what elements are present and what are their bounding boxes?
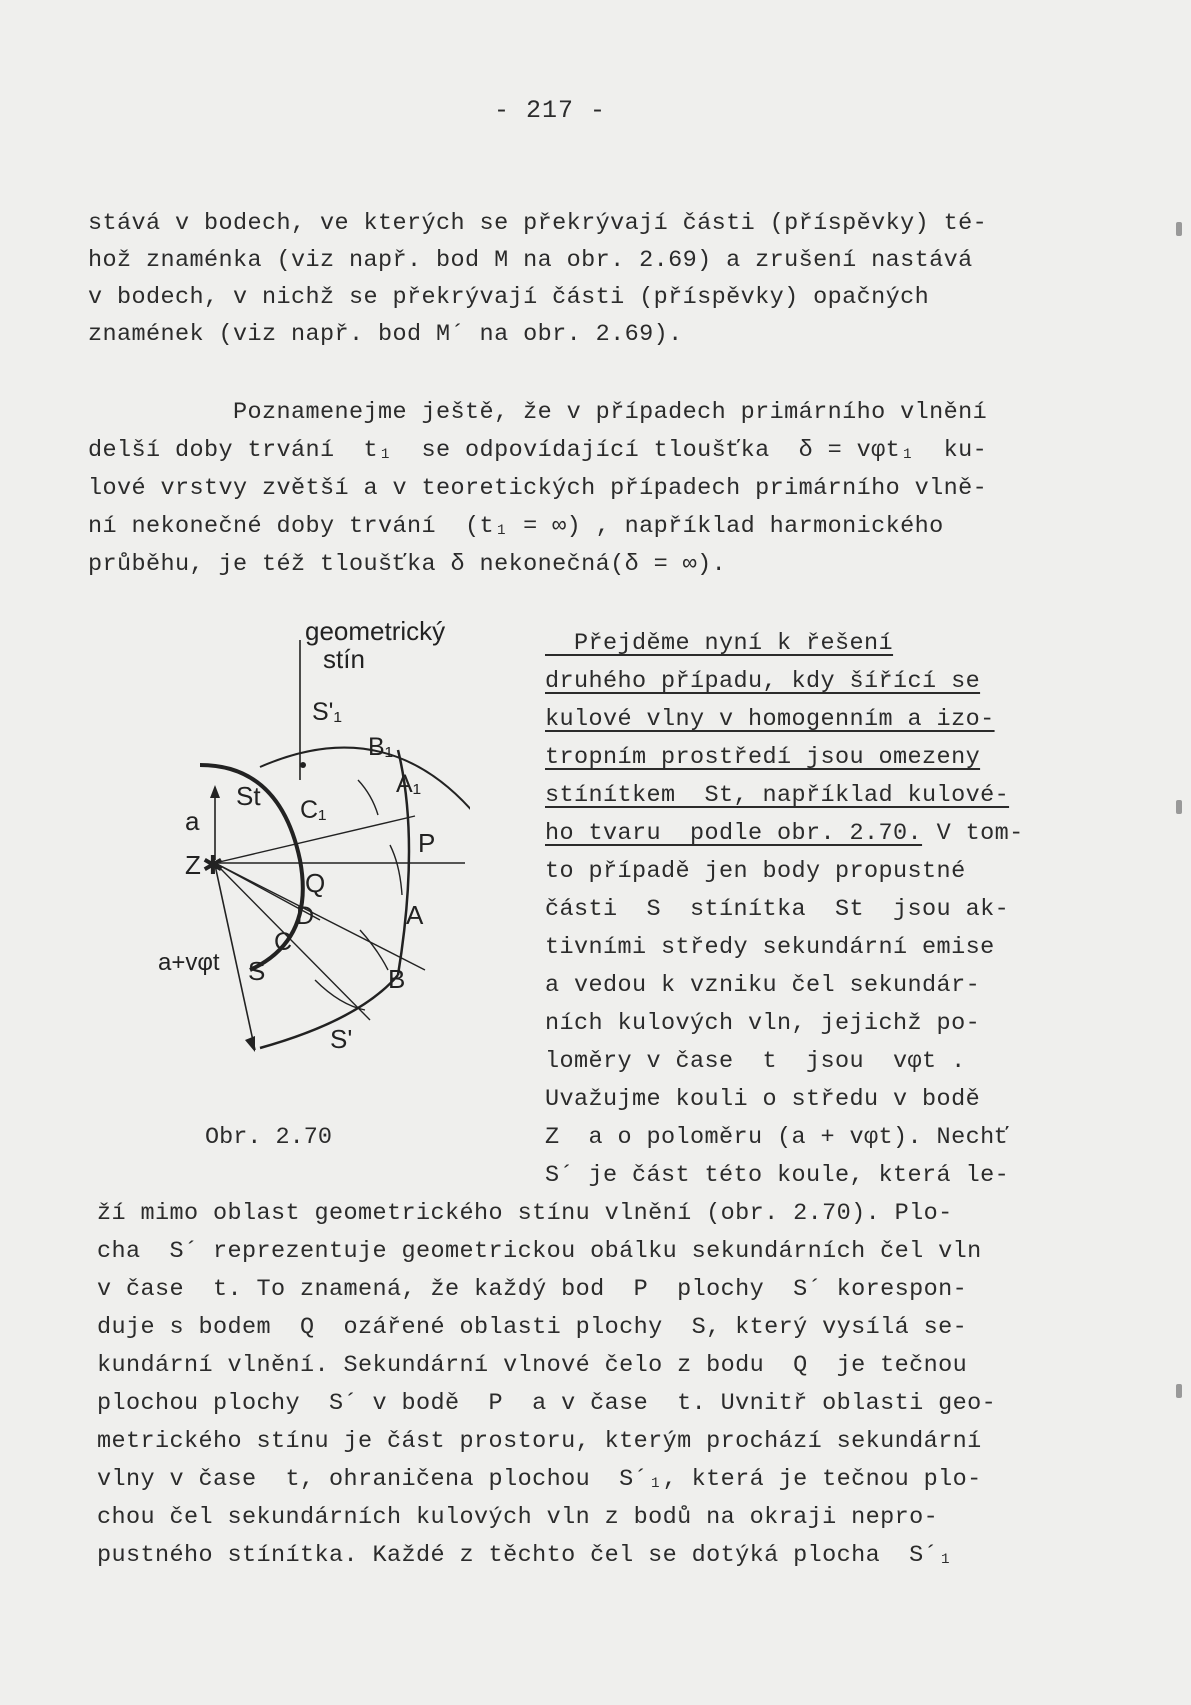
text-line: chou čel sekundárních kulových vln z bodů na okraji nepro-	[97, 1504, 939, 1531]
point-s1	[300, 762, 306, 768]
text-line	[545, 820, 1024, 848]
label-d: D	[296, 902, 315, 930]
arrow-a	[210, 785, 220, 798]
text-line: ní nekonečné doby trvání (t₁ = ∞) , například harmonického	[88, 513, 944, 540]
label-st: St	[236, 781, 261, 811]
label-a1: A₁	[396, 770, 422, 798]
label-a-plus-vt: a+vφt	[158, 949, 220, 976]
figure-2-70	[140, 620, 470, 1080]
text-line: a vedou k vzniku čel sekundár-	[545, 972, 981, 999]
text-line: delší doby trvání t₁ se odpovídající tloušťka δ = vφt₁ ku-	[88, 437, 988, 464]
arc-upper-s1	[260, 748, 470, 820]
label-a: a	[185, 806, 200, 836]
label-z: Z	[185, 850, 201, 880]
text-line: duje s bodem Q ozářené oblasti plochy S, který vysílá se-	[97, 1314, 968, 1341]
text-line: tivními středy sekundární emise	[545, 934, 995, 961]
label-s-prime: S'	[330, 1024, 353, 1054]
label-q: Q	[305, 868, 326, 898]
label-s: S	[248, 956, 266, 986]
point-z-star: ✱	[202, 850, 224, 880]
text-line: v čase t. To znamená, že každý bod P plochy S´ korespon-	[97, 1276, 968, 1303]
tangent-arc	[315, 980, 365, 1010]
text-line: znamének (viz např. bod M´ na obr. 2.69).	[88, 321, 683, 348]
text-line: stává v bodech, ve kterých se překrývají části (příspěvky) té-	[88, 210, 988, 237]
label-geometricky: geometrický	[305, 620, 446, 646]
ray	[215, 863, 370, 1020]
tangent-arc	[358, 780, 378, 815]
page-edge-mark	[1176, 800, 1182, 814]
text-line: ních kulových vln, jejichž po-	[545, 1010, 981, 1037]
text-line: Z a o poloměru (a + vφt). Nechť	[545, 1124, 1010, 1151]
text-line: S´ je část této koule, která le-	[545, 1162, 1010, 1189]
text-line: kulové vlny v homogenním a izo-	[545, 706, 995, 733]
text-line: hož znaménka (viz např. bod M na obr. 2.69) a zrušení nastává	[88, 247, 973, 274]
text-line: v bodech, v nichž se překrývají části (příspěvky) opačných	[88, 284, 930, 311]
page-number: - 217 -	[493, 96, 607, 125]
label-c: C	[274, 928, 293, 956]
text-line: lové vrstvy zvětší a v teoretických případech primárního vlně-	[88, 475, 988, 502]
text-line: kundární vlnění. Sekundární vlnové čelo z bodu Q je tečnou	[97, 1352, 968, 1379]
text-line: druhého případu, kdy šířící se	[545, 668, 981, 695]
text-line: tropním prostředí jsou omezeny	[545, 744, 981, 771]
label-b1: B₁	[368, 733, 394, 761]
text-line: loměry v čase t jsou vφt .	[545, 1048, 966, 1075]
text-line: plochou plochy S´ v bodě P a v čase t. Uvnitř oblasti geo-	[97, 1390, 997, 1417]
tangent-arc	[390, 845, 402, 895]
label-a-point: A	[406, 900, 424, 930]
text-span: ho tvaru podle obr. 2.70.	[545, 820, 923, 847]
figure-caption: Obr. 2.70	[205, 1124, 332, 1151]
text-line: Poznamenejme ještě, že v případech primárního vlnění	[88, 399, 988, 426]
page-edge-mark	[1176, 1384, 1182, 1398]
text-line: vlny v čase t, ohraničena plochou S´₁, která je tečnou plo-	[97, 1466, 982, 1493]
text-line: metrického stínu je část prostoru, kterým prochází sekundární	[97, 1428, 982, 1455]
label-p: P	[418, 828, 436, 858]
text-line: části S stínítka St jsou ak-	[545, 896, 1010, 923]
text-line: cha S´ reprezentuje geometrickou obálku sekundárních čel vln	[97, 1238, 982, 1265]
text-line: to případě jen body propustné	[545, 858, 966, 885]
arrow-a-vt	[245, 1036, 255, 1052]
text-line: pustného stínítka. Každé z těchto čel se dotýká plocha S´₁	[97, 1542, 953, 1569]
label-c1: C₁	[300, 796, 327, 824]
text-line: ží mimo oblast geometrického stínu vlnění (obr. 2.70). Plo-	[97, 1200, 953, 1227]
text-line: průběhu, je též tloušťka δ nekonečná(δ = ∞).	[88, 551, 727, 578]
label-stin: stín	[323, 644, 365, 674]
arc-outer-lower	[260, 975, 398, 1048]
label-b: B	[388, 964, 406, 994]
text-line: Přejděme nyní k řešení	[545, 630, 894, 657]
label-s1-prime: S'₁	[312, 698, 342, 726]
page-edge-mark	[1176, 222, 1182, 236]
text-span: V tom-	[922, 820, 1024, 847]
text-line: Uvažujme kouli o středu v bodě	[545, 1086, 981, 1113]
tangent-arc	[360, 930, 388, 970]
text-line: stínítkem St, například kulové-	[545, 782, 1010, 809]
